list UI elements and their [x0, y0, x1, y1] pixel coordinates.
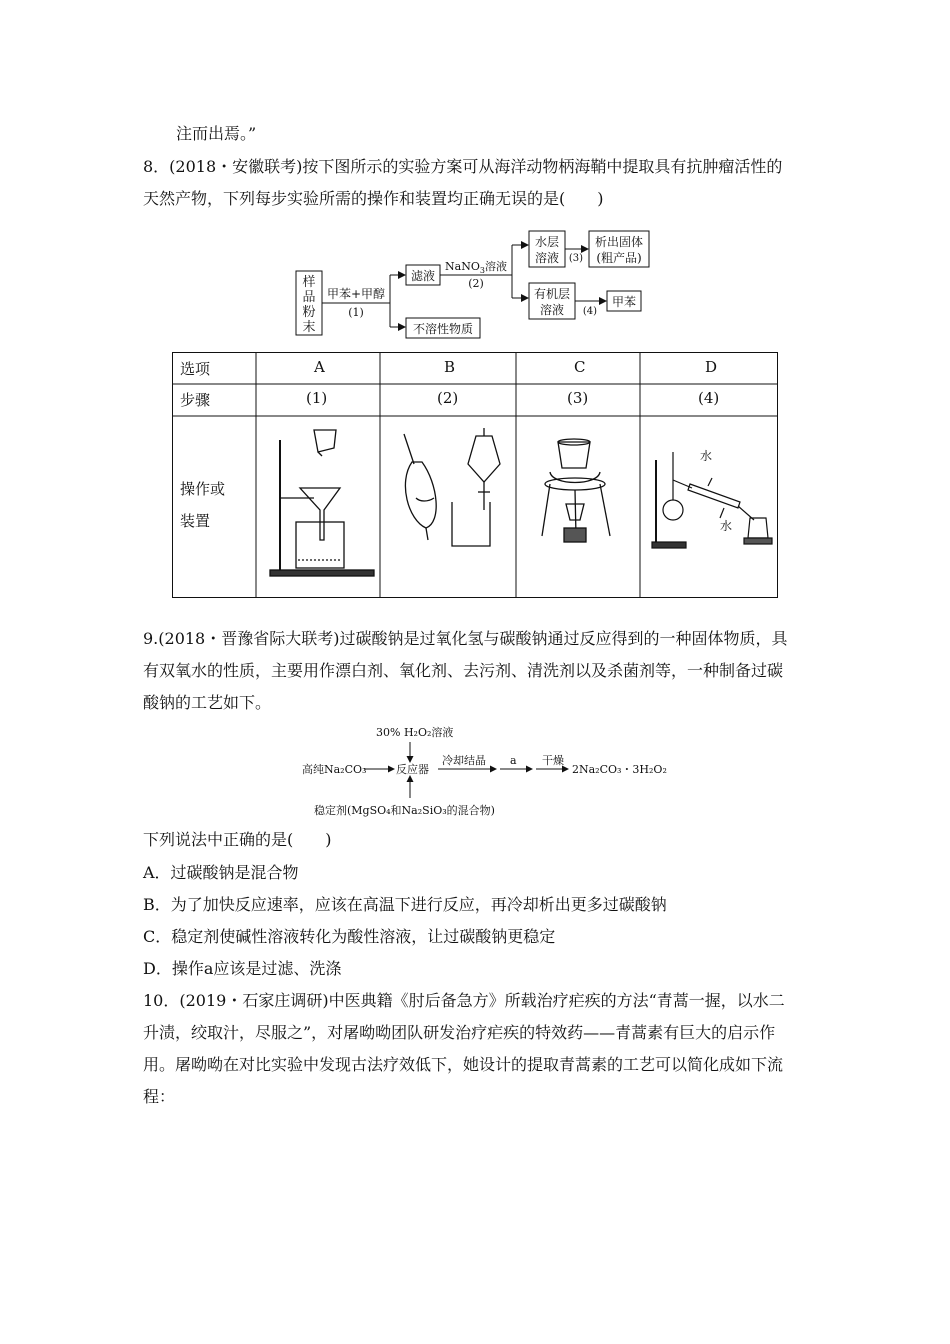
- option-b: B．为了加快反应速率，应该在高温下进行反应，再冷却析出更多过碳酸钠: [143, 895, 667, 914]
- header-option: 选项: [180, 360, 211, 378]
- solid-label-1: 析出固体: [594, 235, 644, 249]
- option-c: C．稳定剂使碱性溶液转化为酸性溶液，让过碳酸钠更稳定: [143, 927, 556, 946]
- header-a: A: [314, 358, 325, 376]
- option-d: D．操作a应该是过滤、洗涤: [143, 959, 342, 978]
- sample-char-1: 样: [302, 275, 316, 290]
- q8-flow-diagram: [290, 225, 660, 345]
- question-9-line-1: 9.(2018・晋豫省际大联考)过碳酸钠是过氧化氢与碳酸钠通过反应得到的一种固体物质，具: [143, 629, 788, 648]
- step4-num: (4): [582, 306, 598, 317]
- step2-num: (2): [468, 277, 484, 290]
- filtrate-label: 滤液: [410, 269, 436, 283]
- apparatus-c-evaporation: [542, 439, 610, 542]
- solid-label-2: (粗产品): [596, 251, 642, 265]
- question-9-stem: 下列说法中正确的是( ): [143, 830, 332, 849]
- organic-label-1: 有机层: [533, 287, 571, 301]
- step-a: (1): [306, 389, 328, 407]
- aqueous-label-2: 溶液: [534, 251, 560, 265]
- reactor: 反应器: [396, 763, 429, 776]
- step1-num: (1): [348, 306, 364, 319]
- apparatus-label-1: 操作或: [180, 480, 226, 498]
- sample-char-3: 粉: [302, 305, 316, 320]
- header-b: B: [444, 358, 456, 376]
- product: 2Na₂CO₃・3H₂O₂: [572, 763, 667, 776]
- cool-crystallize: 冷却结晶: [442, 754, 486, 767]
- step-b: (2): [437, 389, 459, 407]
- steps-label: 步骤: [180, 391, 211, 409]
- q9-flow-diagram: [300, 722, 700, 822]
- sample-char-4: 末: [302, 320, 316, 335]
- start-material: 高纯Na₂CO₃: [302, 763, 367, 776]
- sample-char-2: 品: [302, 290, 316, 305]
- question-9-line-3: 酸钠的工艺如下。: [143, 693, 272, 712]
- dry: 干燥: [542, 754, 564, 767]
- header-d: D: [705, 358, 718, 376]
- q8-options-table: [172, 352, 778, 598]
- apparatus-a-filtration: [270, 430, 374, 576]
- option-a: A．过碳酸钠是混合物: [143, 863, 299, 882]
- water-label-in: 水: [700, 449, 713, 463]
- stabilizer: 稳定剂(MgSO₄和Na₂SiO₃的混合物): [314, 804, 495, 817]
- water-label-out: 水: [720, 519, 733, 533]
- step1-label: 甲苯+甲醇: [326, 287, 386, 301]
- question-9-line-2: 有双氧水的性质，主要用作漂白剂、氧化剂、去污剂、清洗剂以及杀菌剂等，一种制备过碳: [143, 661, 784, 680]
- operation-a: a: [510, 754, 517, 767]
- question-10-line-4: 程：: [143, 1087, 176, 1106]
- toluene-label: 甲苯: [611, 295, 637, 309]
- step-d: (4): [698, 389, 720, 407]
- question-10-line-2: 升渍，绞取汁，尽服之”，对屠呦呦团队研发治疗疟疾的特效药——青蒿素有巨大的启示作: [143, 1023, 776, 1042]
- question-8-line-1: 8．(2018・安徽联考)按下图所示的实验方案可从海洋动物柄海鞘中提取具有抗肿瘤活性的: [143, 157, 783, 176]
- step3-num: (3): [568, 253, 584, 264]
- step2-label: NaNO$_3$溶液: [445, 260, 507, 275]
- aqueous-label-1: 水层: [534, 235, 560, 249]
- continuation-line: 注而出焉。”: [176, 124, 257, 143]
- question-10-line-3: 用。屠呦呦在对比实验中发现古法疗效低下，她设计的提取青蒿素的工艺可以简化成如下流: [143, 1055, 784, 1074]
- step-c: (3): [567, 389, 589, 407]
- apparatus-b-separatory-funnel: [404, 428, 500, 546]
- organic-label-2: 溶液: [539, 303, 565, 317]
- apparatus-d-distillation: [652, 452, 772, 548]
- insoluble-label: 不溶性物质: [412, 322, 474, 336]
- question-10-line-1: 10．(2019・石家庄调研)中医典籍《肘后备急方》所载治疗疟疾的方法“青蒿一握，以水二: [143, 991, 785, 1010]
- apparatus-label-2: 装置: [180, 512, 211, 530]
- top-reagent: 30% H₂O₂溶液: [376, 726, 454, 739]
- question-8-line-2: 天然产物，下列每步实验所需的操作和装置均正确无误的是( ): [143, 189, 604, 208]
- header-c: C: [574, 358, 586, 376]
